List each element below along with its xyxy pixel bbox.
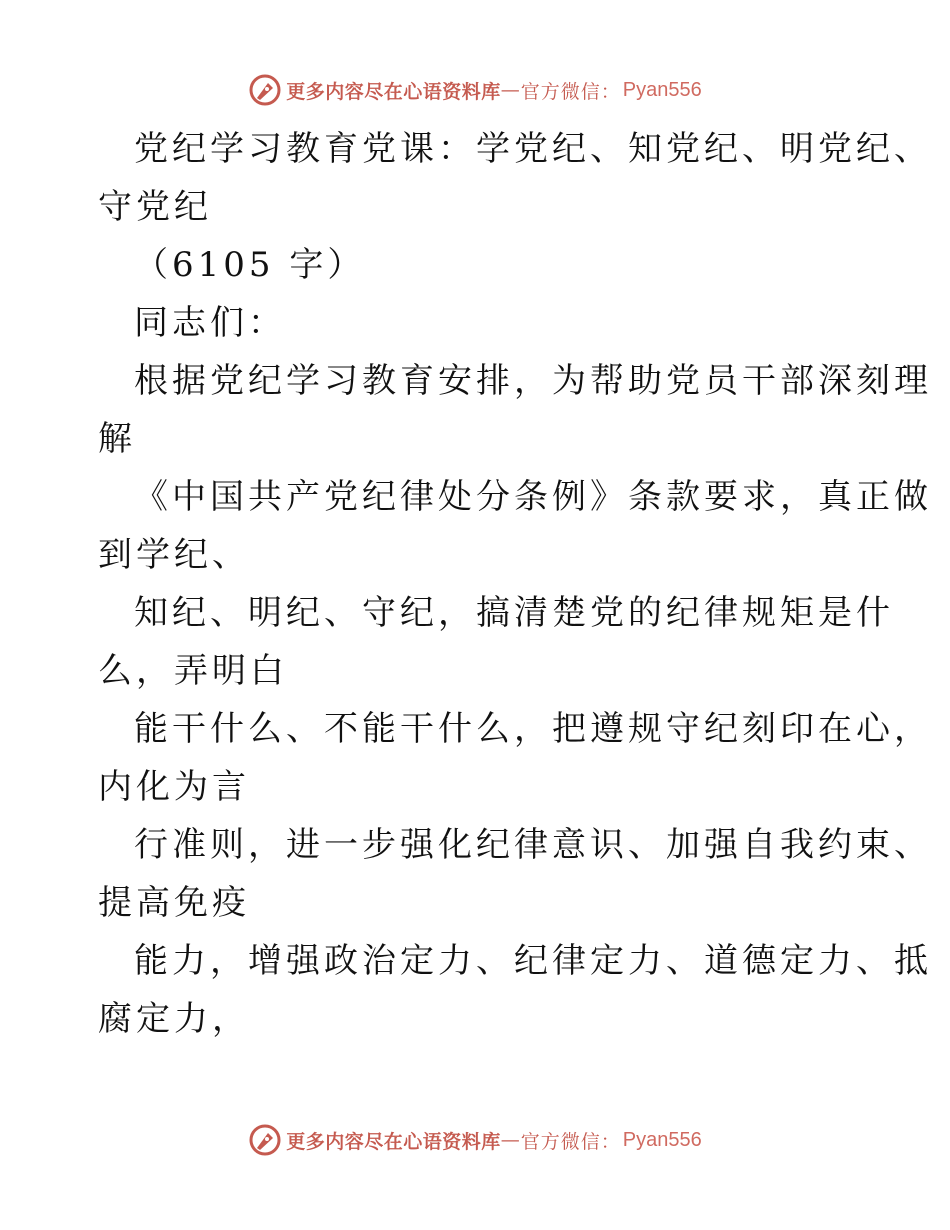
paragraph-line: 么，弄明白 [98, 651, 288, 691]
paragraph-line: 根据党纪学习教育安排，为帮助党员干部深刻理 [134, 361, 932, 401]
watermark-dash: — [500, 1129, 521, 1151]
paragraph-line: 解 [98, 419, 136, 459]
watermark-wechat-id: Pyan556 [622, 1128, 702, 1151]
watermark-brand: 更多内容尽在心语资料库 [286, 1130, 501, 1153]
watermark-dash: — [500, 79, 521, 101]
paragraph-line: 内化为言 [98, 767, 250, 807]
watermark-footer [0, 1120, 950, 1160]
title-line-1: 党纪学习教育党课：学党纪、知党纪、明党纪、 [134, 129, 932, 169]
paragraph-line: 知纪、明纪、守纪，搞清楚党的纪律规矩是什 [134, 593, 894, 633]
salutation: 同志们： [134, 303, 286, 343]
paragraph-line: 行准则，进一步强化纪律意识、加强自我约束、 [134, 825, 932, 865]
document-body [98, 120, 932, 1048]
watermark-header [0, 70, 950, 110]
pen-nib-logo-icon [248, 73, 282, 107]
pen-nib-logo-icon [248, 1123, 282, 1157]
paragraph-line: 《中国共产党纪律处分条例》条款要求，真正做 [134, 477, 932, 517]
paragraph-line: 能力，增强政治定力、纪律定力、道德定力、抵 [134, 941, 932, 981]
watermark-wechat-id: Pyan556 [622, 78, 702, 101]
paragraph-line: 能干什么、不能干什么，把遵规守纪刻印在心， [134, 709, 932, 749]
title-line-2: 守党纪 [98, 187, 212, 227]
paragraph-line: 到学纪、 [98, 535, 250, 575]
watermark-label: 官方微信： [520, 80, 621, 103]
word-count: （6105 字） [134, 245, 366, 285]
paragraph-line: 提高免疫 [98, 883, 250, 923]
watermark-brand: 更多内容尽在心语资料库 [286, 80, 501, 103]
paragraph-line: 腐定力， [98, 999, 250, 1039]
watermark-label: 官方微信： [520, 1130, 621, 1153]
